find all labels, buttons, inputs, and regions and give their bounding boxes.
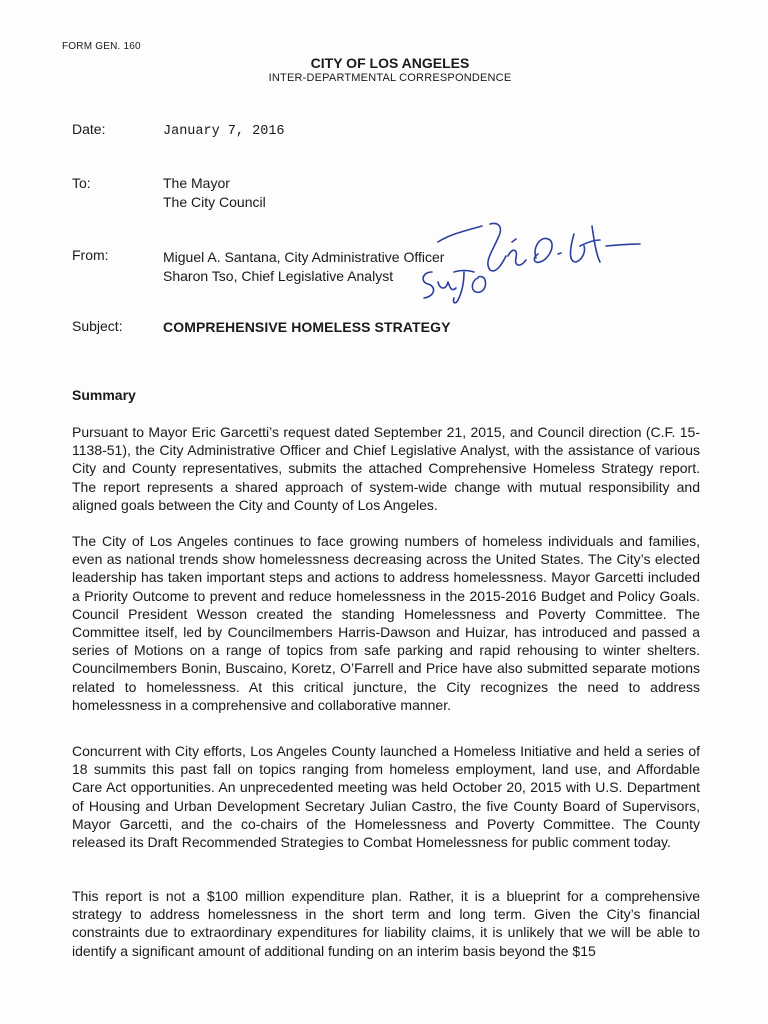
from-line-cao: Miguel A. Santana, City Administrative Officer — [163, 249, 445, 265]
subject-value: COMPREHENSIVE HOMELESS STRATEGY — [163, 319, 451, 335]
summary-paragraph-1: Pursuant to Mayor Eric Garcetti’s request dated September 21, 2015, and Council direction (C.F. 15-1138-51), the City Administrative Officer and Chief Legislative Analyst, with the assistance of various City and County representatives, submits the attached Comprehensive Homeless Strategy report. The report represents a shared approach of system-wide change with mutual responsibility and aligned goals between the City and County of Los Angeles. — [72, 424, 700, 513]
date-value: January 7, 2016 — [163, 124, 285, 139]
subject-label: Subject: — [72, 318, 123, 334]
to-recipients — [163, 174, 266, 212]
from-line-cla: Sharon Tso, Chief Legislative Analyst — [163, 268, 394, 284]
santana-signature — [420, 212, 650, 302]
letterhead-department: INTER-DEPARTMENTAL CORRESPONDENCE — [268, 72, 512, 84]
letterhead-city: CITY OF LOS ANGELES — [310, 55, 470, 71]
to-label: To: — [72, 175, 91, 191]
date-label: Date: — [72, 121, 106, 137]
summary-paragraph-2: The City of Los Angeles continues to face growing numbers of homeless individuals and families, even as national trends show homelessness decreasing across the United States. The City’s elected leadership has taken important steps and actions to address homelessness. Mayor Garcetti included a Priority Outcome to prevent and reduce homelessness in the 2015-2016 Budget and Policy Goals. Council President Wesson created the standing Homelessness and Poverty Committee. The Committee itself, led by Councilmembers Harris-Dawson and Huizar, has introduced and passed a series of Motions on a range of topics from safe parking and rapid rehousing to winter shelters. Councilmembers Bonin, Buscaino, Koretz, O’Farrell and Price have also submitted separate motions related to homelessness. At this critical juncture, the City recognizes the need to address homelessness in a comprehensive and collaborative manner. — [72, 533, 700, 713]
form-code: FORM GEN. 160 — [62, 41, 141, 52]
to-line-council: The City Council — [163, 194, 266, 210]
summary-heading: Summary — [72, 387, 136, 403]
summary-paragraph-4: This report is not a $100 million expenditure plan. Rather, it is a blueprint for a comprehensive strategy to address homelessness in the short term and long term. Given the City’s financial constraints due to extraordinary expenditures for liability claims, it is unlikely that we will be able to identify a significant amount of additional funding on an interim basis beyond the $15 — [72, 888, 700, 959]
summary-paragraph-3: Concurrent with City efforts, Los Angeles County launched a Homeless Initiative and held a series of 18 summits this past fall on topics ranging from homeless employment, land use, and Affordable Care Act opportunities. An unprecedented meeting was held October 20, 2015 with U.S. Department of Housing and Urban Development Secretary Julian Castro, the five County Board of Supervisors, Mayor Garcetti, and the co-chairs of the Homelessness and Poverty Committee. The County released its Draft Recommended Strategies to Combat Homelessness for public comment today. — [72, 743, 700, 851]
from-label: From: — [72, 247, 109, 263]
to-line-mayor: The Mayor — [163, 175, 230, 191]
from-senders — [163, 248, 444, 286]
